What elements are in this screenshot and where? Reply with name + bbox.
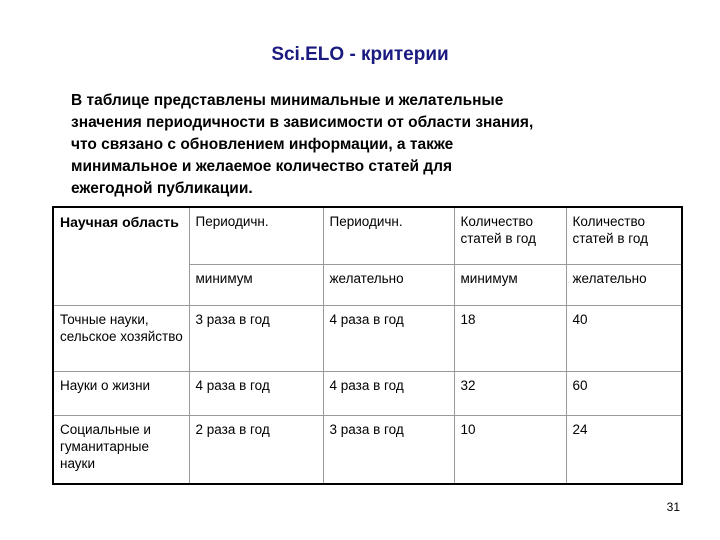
header-period-desired: Периодичн. (323, 208, 454, 264)
row-articles-min: 32 (454, 371, 566, 415)
intro-line: ежегодной публикации. (71, 180, 253, 197)
row-period-desired: 4 раза в год (323, 371, 454, 415)
row-area: Социальные и гуманитарные науки (54, 415, 189, 483)
page-number: 31 (666, 500, 680, 514)
subheader-articles-min: минимум (454, 264, 566, 305)
row-articles-min: 18 (454, 305, 566, 371)
header-articles-min: Количество статей в год (454, 208, 566, 264)
row-area: Науки о жизни (54, 371, 189, 415)
subheader-articles-desired: желательно (566, 264, 681, 305)
row-articles-desired: 24 (566, 415, 681, 483)
slide-title: Sci.ELO - критерии (271, 44, 449, 65)
intro-line: В таблице представлены минимальные и желательные (71, 92, 504, 109)
row-area: Точные науки, сельское хозяйство (54, 305, 189, 371)
table-row (54, 305, 681, 371)
table-header-row (54, 208, 681, 264)
table-row (54, 371, 681, 415)
table-row (54, 415, 681, 483)
row-period-min: 3 раза в год (189, 305, 323, 371)
row-articles-min: 10 (454, 415, 566, 483)
header-articles-desired: Количество статей в год (566, 208, 681, 264)
intro-paragraph (71, 90, 691, 200)
intro-line: значения периодичности в зависимости от области знания, (71, 114, 534, 131)
intro-line: что связано с обновлением информации, а также (71, 136, 454, 153)
row-articles-desired: 40 (566, 305, 681, 371)
row-period-desired: 3 раза в год (323, 415, 454, 483)
row-period-desired: 4 раза в год (323, 305, 454, 371)
row-period-min: 2 раза в год (189, 415, 323, 483)
intro-line: минимальное и желаемое количество статей для (71, 158, 453, 175)
header-area: Научная область (54, 208, 189, 305)
row-period-min: 4 раза в год (189, 371, 323, 415)
subheader-period-desired: желательно (323, 264, 454, 305)
subheader-period-min: минимум (189, 264, 323, 305)
header-period-min: Периодичн. (189, 208, 323, 264)
criteria-table (54, 208, 681, 483)
row-articles-desired: 60 (566, 371, 681, 415)
